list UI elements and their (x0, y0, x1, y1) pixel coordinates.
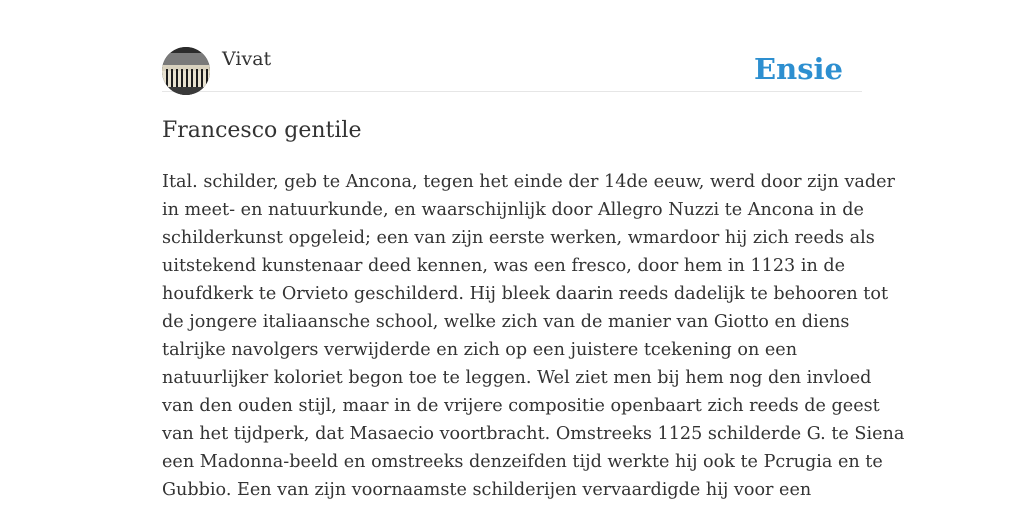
article-line: Gubbio. Een van zijn voornaamste schilderijen vervaardigde hij voor een (162, 480, 812, 500)
article-line: uitstekend kunstenaar deed kennen, was een fresco, door hem in 1123 in de (162, 256, 846, 276)
article-body (162, 168, 905, 504)
article-line: van het tijdperk, dat Masaecio voortbracht. Omstreeks 1125 schilderde G. te Siena (162, 424, 905, 444)
brand-logo[interactable]: Ensie (754, 52, 843, 86)
article-line: de jongere italiaansche school, welke zich van de manier van Giotto en diens (162, 312, 850, 332)
article-line: van den ouden stijl, maar in de vrijere compositie openbaart zich reeds de geest (162, 396, 880, 416)
source-name[interactable]: Vivat (222, 48, 272, 70)
article-line: natuurlijker koloriet begon toe te leggen. Wel ziet men bij hem nog den invloed (162, 368, 872, 388)
article-title: Francesco gentile (162, 118, 362, 143)
article-line: schilderkunst opgeleid; een van zijn eerste werken, wmardoor hij zich reeds als (162, 228, 875, 248)
book-spines-icon[interactable] (162, 47, 210, 95)
article-line: in meet- en natuurkunde, en waarschijnlijk door Allegro Nuzzi te Ancona in de (162, 200, 864, 220)
article-line: een Madonna-beeld en omstreeks denzeifden tijd werkte hij ook te Pcrugia en te (162, 452, 883, 472)
header (162, 47, 862, 92)
article-line: talrijke navolgers verwijderde en zich op een juistere tcekening on een (162, 340, 798, 360)
article-line: houfdkerk te Orvieto geschilderd. Hij bleek daarin reeds dadelijk te behooren tot (162, 284, 889, 304)
article-line: Ital. schilder, geb te Ancona, tegen het einde der 14de eeuw, werd door zijn vader (162, 172, 895, 192)
